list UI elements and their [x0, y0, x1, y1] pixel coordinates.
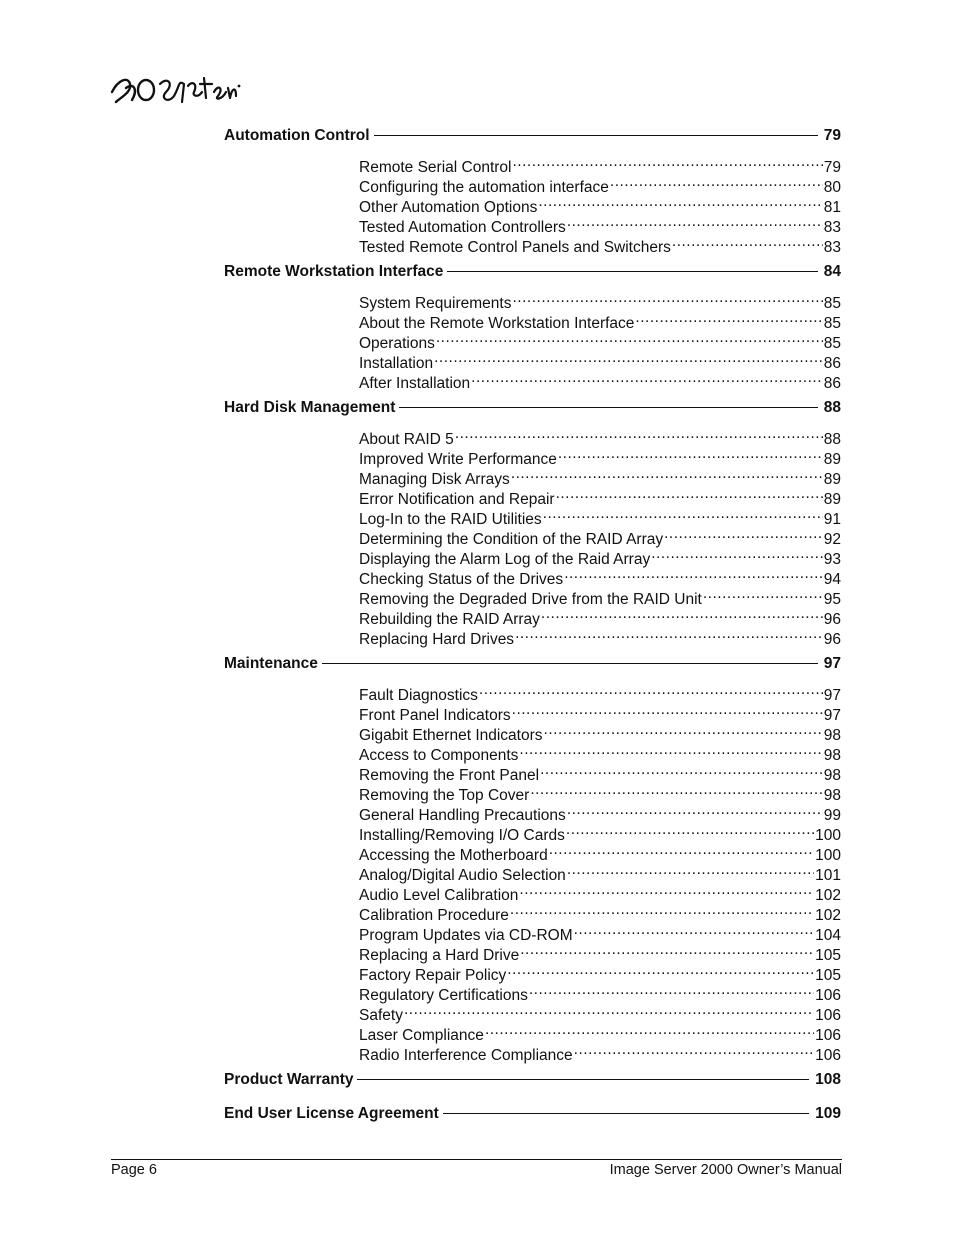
entry-page-number: 89 — [823, 471, 841, 488]
entry-page-number: 89 — [823, 491, 841, 508]
section-heading[interactable] — [224, 124, 841, 148]
dot-leader — [549, 840, 814, 860]
entry-title: Replacing Hard Drives — [359, 631, 515, 648]
entry-title: Fault Diagnostics — [359, 687, 478, 704]
dot-leader — [567, 860, 814, 880]
toc-entry[interactable] — [359, 152, 841, 176]
entry-page-number: 88 — [823, 431, 841, 448]
toc-section — [224, 124, 841, 260]
section-title: Product Warranty — [224, 1071, 354, 1088]
entry-title: Accessing the Motherboard — [359, 847, 548, 864]
toc-entry[interactable] — [359, 1020, 841, 1044]
entry-title: Remote Serial Control — [359, 159, 512, 176]
entry-title: Factory Repair Policy — [359, 967, 507, 984]
entry-page-number: 91 — [823, 511, 841, 528]
entry-page-number: 106 — [815, 987, 841, 1004]
entry-page-number: 80 — [823, 179, 841, 196]
entry-page-number: 98 — [823, 727, 841, 744]
section-heading[interactable] — [224, 260, 841, 284]
dot-leader — [566, 820, 814, 840]
dot-leader — [574, 1040, 814, 1060]
entry-title: Rebuilding the RAID Array — [359, 611, 540, 628]
entry-page-number: 85 — [823, 295, 841, 312]
entry-title: Removing the Front Panel — [359, 767, 540, 784]
entry-page-number: 106 — [815, 1007, 841, 1024]
dot-leader — [479, 680, 823, 700]
entry-title: Removing the Top Cover — [359, 787, 530, 804]
dot-leader — [538, 192, 822, 212]
dot-leader — [512, 700, 823, 720]
section-title: Maintenance — [224, 655, 318, 672]
entry-list — [359, 420, 841, 652]
toc-entry[interactable] — [359, 288, 841, 312]
entry-page-number: 95 — [823, 591, 841, 608]
entry-page-number: 92 — [823, 531, 841, 548]
entry-title: Configuring the automation interface — [359, 179, 609, 196]
entry-page-number: 86 — [823, 375, 841, 392]
dot-leader — [558, 444, 823, 464]
entry-title: Gigabit Ethernet Indicators — [359, 727, 543, 744]
entry-page-number: 96 — [823, 611, 841, 628]
toc-entry[interactable] — [359, 680, 841, 704]
entry-page-number: 85 — [823, 315, 841, 332]
entry-title: System Requirements — [359, 295, 512, 312]
dot-leader — [455, 424, 823, 444]
section-page-number: 108 — [815, 1071, 841, 1088]
section-page-number: 88 — [823, 399, 841, 416]
section-title: End User License Agreement — [224, 1105, 439, 1122]
toc-entry[interactable] — [359, 424, 841, 448]
entry-page-number: 99 — [823, 807, 841, 824]
toc-section — [224, 652, 841, 1068]
section-heading[interactable] — [224, 1102, 841, 1126]
dot-leader — [544, 720, 823, 740]
section-heading[interactable] — [224, 396, 841, 420]
entry-title: Radio Interference Compliance — [359, 1047, 573, 1064]
toc-section — [224, 1102, 841, 1136]
entry-title: Error Notification and Repair — [359, 491, 555, 508]
entry-list — [359, 676, 841, 1068]
entry-page-number: 83 — [823, 239, 841, 256]
entry-page-number: 105 — [815, 947, 841, 964]
dot-leader — [540, 760, 823, 780]
page-number: Page 6 — [111, 1162, 157, 1178]
entry-title: Removing the Degraded Drive from the RAID Unit — [359, 591, 702, 608]
dot-leader — [610, 172, 823, 192]
entry-title: Log-In to the RAID Utilities — [359, 511, 542, 528]
entry-title: Laser Compliance — [359, 1027, 484, 1044]
entry-page-number: 106 — [815, 1027, 841, 1044]
table-of-contents — [224, 124, 841, 1136]
toc-section — [224, 260, 841, 396]
entry-list — [359, 148, 841, 260]
dot-leader — [567, 212, 823, 232]
360-systems-logo-icon — [108, 62, 243, 110]
entry-page-number: 102 — [815, 887, 841, 904]
dot-leader — [471, 368, 823, 388]
entry-title: About the Remote Workstation Interface — [359, 315, 635, 332]
dot-leader — [515, 624, 823, 644]
section-page-number: 109 — [815, 1105, 841, 1122]
entry-title: Installing/Removing I/O Cards — [359, 827, 565, 844]
entry-page-number: 100 — [815, 827, 841, 844]
dot-leader — [520, 940, 814, 960]
entry-page-number: 96 — [823, 631, 841, 648]
entry-title: Operations — [359, 335, 435, 352]
entry-page-number: 101 — [815, 867, 841, 884]
section-heading[interactable] — [224, 652, 841, 676]
entry-title: Displaying the Alarm Log of the Raid Array — [359, 551, 651, 568]
section-page-number: 79 — [823, 127, 841, 144]
dot-leader — [510, 900, 814, 920]
dot-leader — [512, 288, 822, 308]
section-title: Automation Control — [224, 127, 370, 144]
dot-leader — [530, 780, 822, 800]
leader-line — [322, 663, 818, 664]
dot-leader — [664, 524, 823, 544]
dot-leader — [541, 604, 823, 624]
leader-line — [357, 1079, 809, 1080]
entry-page-number: 89 — [823, 451, 841, 468]
entry-title: Managing Disk Arrays — [359, 471, 510, 488]
dot-leader — [635, 308, 822, 328]
entry-list — [359, 284, 841, 396]
entry-page-number: 100 — [815, 847, 841, 864]
entry-title: Front Panel Indicators — [359, 707, 511, 724]
entry-title: Analog/Digital Audio Selection — [359, 867, 566, 884]
leader-line — [447, 271, 817, 272]
entry-title: Determining the Condition of the RAID Array — [359, 531, 664, 548]
entry-title: Calibration Procedure — [359, 907, 509, 924]
dot-leader — [543, 504, 823, 524]
section-spacer — [224, 1092, 841, 1102]
toc-section — [224, 396, 841, 652]
company-logo — [108, 62, 243, 110]
entry-page-number: 98 — [823, 747, 841, 764]
leader-line — [443, 1113, 809, 1114]
entry-title: Checking Status of the Drives — [359, 571, 564, 588]
entry-page-number: 83 — [823, 219, 841, 236]
dot-leader — [567, 800, 823, 820]
leader-line — [399, 407, 817, 408]
entry-title: Safety — [359, 1007, 403, 1024]
entry-page-number: 86 — [823, 355, 841, 372]
entry-title: After Installation — [359, 375, 471, 392]
entry-page-number: 105 — [815, 967, 841, 984]
entry-title: Tested Remote Control Panels and Switchers — [359, 239, 671, 256]
entry-title: Program Updates via CD-ROM — [359, 927, 573, 944]
entry-page-number: 81 — [823, 199, 841, 216]
entry-page-number: 93 — [823, 551, 841, 568]
entry-page-number: 79 — [823, 159, 841, 176]
dot-leader — [404, 1000, 814, 1020]
entry-page-number: 102 — [815, 907, 841, 924]
entry-title: General Handling Precautions — [359, 807, 566, 824]
page-footer — [111, 1159, 842, 1178]
dot-leader — [564, 564, 823, 584]
entry-page-number: 98 — [823, 787, 841, 804]
dot-leader — [511, 464, 823, 484]
section-page-number: 84 — [823, 263, 841, 280]
dot-leader — [574, 920, 815, 940]
dot-leader — [556, 484, 823, 504]
manual-title: Image Server 2000 Owner’s Manual — [609, 1162, 842, 1178]
section-heading[interactable] — [224, 1068, 841, 1092]
toc-entry[interactable] — [359, 1000, 841, 1024]
entry-page-number: 97 — [823, 707, 841, 724]
dot-leader — [529, 980, 814, 1000]
entry-title: Improved Write Performance — [359, 451, 557, 468]
entry-title: Audio Level Calibration — [359, 887, 519, 904]
entry-title: Installation — [359, 355, 434, 372]
entry-title: Tested Automation Controllers — [359, 219, 566, 236]
toc-section — [224, 1068, 841, 1102]
section-page-number: 97 — [823, 655, 841, 672]
entry-title: Replacing a Hard Drive — [359, 947, 520, 964]
dot-leader — [519, 740, 822, 760]
entry-title: Access to Components — [359, 747, 519, 764]
section-title: Hard Disk Management — [224, 399, 396, 416]
dot-leader — [703, 584, 823, 604]
dot-leader — [434, 348, 823, 368]
entry-page-number: 94 — [823, 571, 841, 588]
entry-title: Other Automation Options — [359, 199, 538, 216]
entry-title: Regulatory Certifications — [359, 987, 528, 1004]
dot-leader — [507, 960, 814, 980]
dot-leader — [519, 880, 814, 900]
section-title: Remote Workstation Interface — [224, 263, 444, 280]
entry-page-number: 85 — [823, 335, 841, 352]
section-spacer — [224, 1126, 841, 1136]
dot-leader — [485, 1020, 814, 1040]
dot-leader — [651, 544, 823, 564]
entry-page-number: 98 — [823, 767, 841, 784]
leader-line — [374, 135, 818, 136]
entry-page-number: 106 — [815, 1047, 841, 1064]
dot-leader — [672, 232, 823, 252]
dot-leader — [436, 328, 823, 348]
entry-page-number: 97 — [823, 687, 841, 704]
entry-page-number: 104 — [815, 927, 841, 944]
dot-leader — [512, 152, 822, 172]
entry-title: About RAID 5 — [359, 431, 454, 448]
